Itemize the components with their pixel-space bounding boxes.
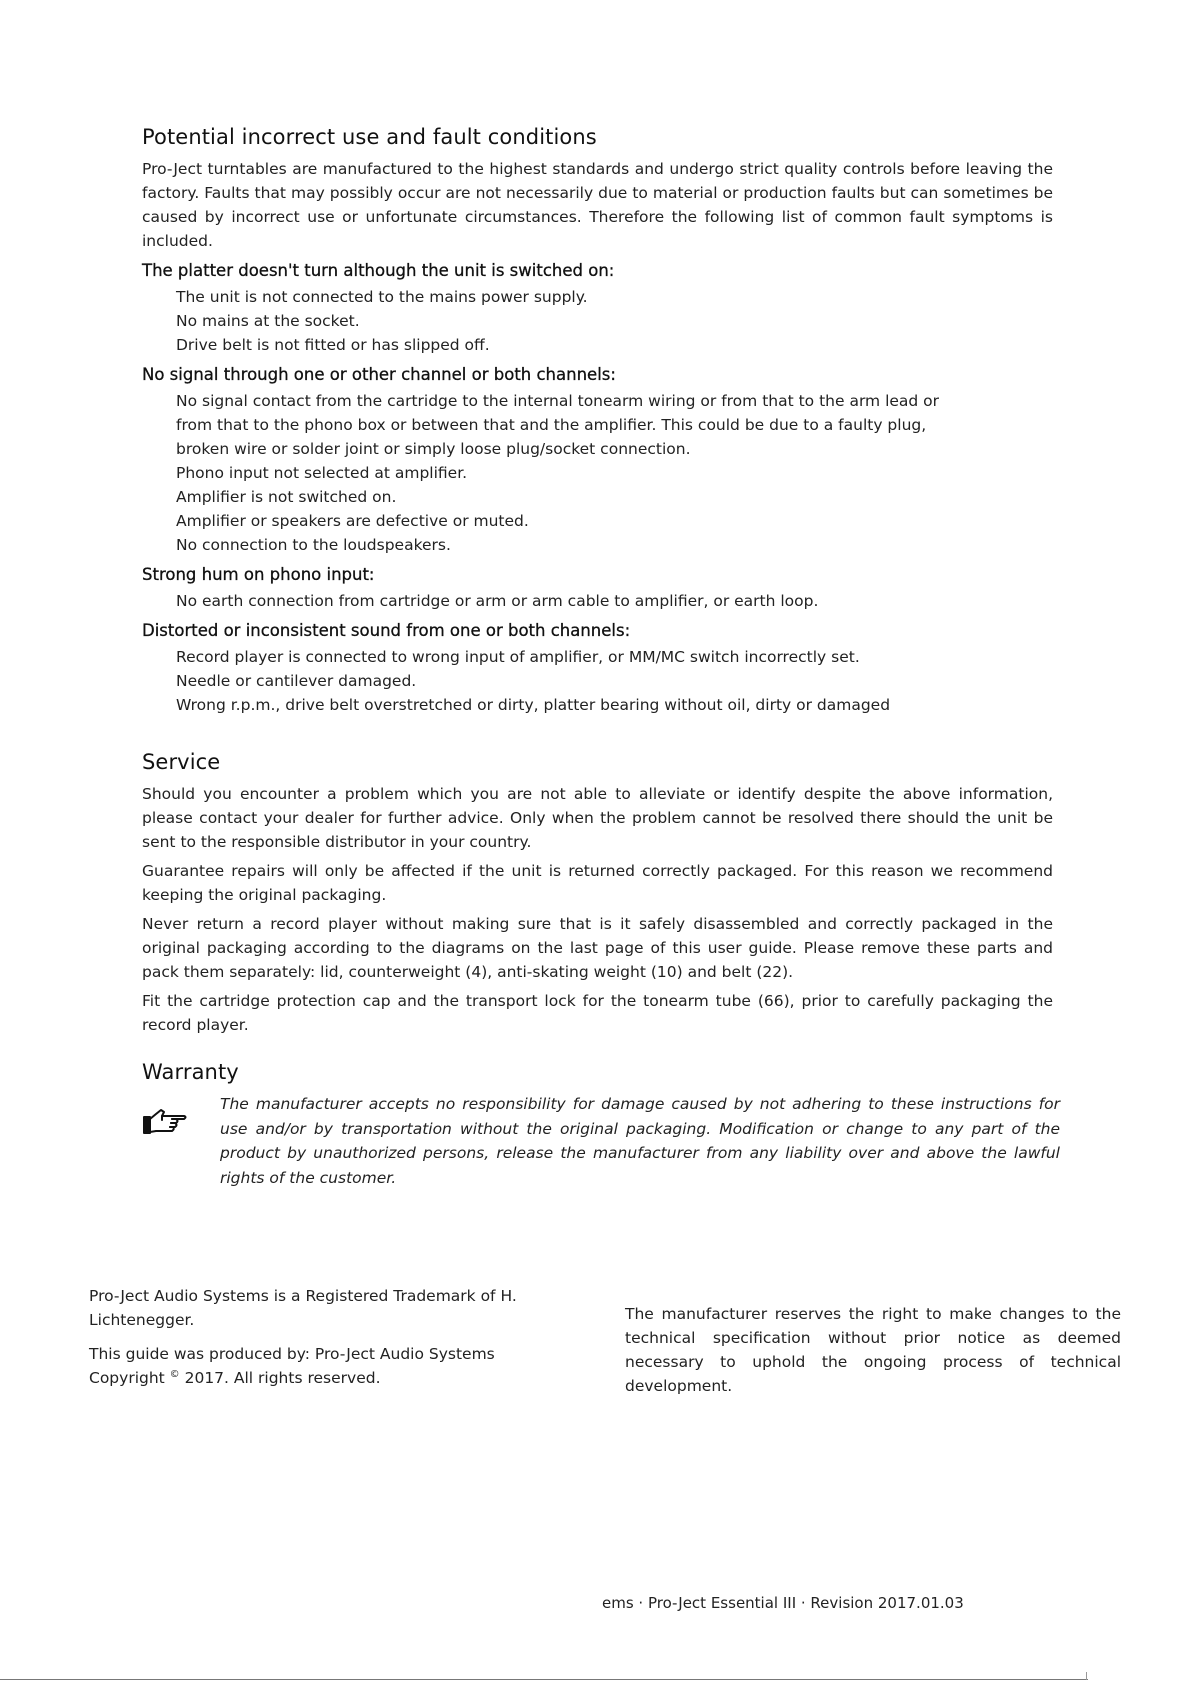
warranty-block: [142, 1092, 1060, 1190]
fault-line: Record player is connected to wrong input of amplifier, or MM/MC switch incorrectly set.: [176, 648, 860, 666]
fault-group-title: Strong hum on phono input:: [142, 565, 375, 584]
fault-line: No mains at the socket.: [176, 312, 360, 330]
main-content: [142, 125, 1060, 1190]
warranty-text: The manufacturer accepts no responsibility for damage caused by not adhering to these instructions for use and/or by transportation without the original packaging. Modification or change to any part of the product by unauthorized persons, release the manufacturer from any liability over and above the lawful rights of the customer.: [220, 1095, 1060, 1187]
fault-line: Drive belt is not fitted or has slipped off.: [176, 336, 490, 354]
fault-group-title: Distorted or inconsistent sound from one or both channels:: [142, 621, 631, 640]
copyright-rest: 2017. All rights reserved.: [179, 1369, 381, 1387]
service-paragraph: Guarantee repairs will only be affected if the unit is returned correctly packaged. For this reason we recommend keeping the original packaging.: [142, 862, 1053, 904]
copyright-prefix: Copyright: [89, 1369, 170, 1387]
fault-line: Needle or cantilever damaged.: [176, 672, 417, 690]
fault-line: Amplifier is not switched on.: [176, 488, 397, 506]
service-paragraph: Fit the cartridge protection cap and the transport lock for the tonearm tube (66), prior to carefully packaging the record player.: [142, 992, 1053, 1034]
service-paragraph: Never return a record player without making sure that is it safely disassembled and correctly packaged in the original packaging according to the diagrams on the last page of this user guide. Please remove these parts and pack them separately: lid, counterweight (4), anti-skating weight (10) and belt (22).: [142, 915, 1053, 981]
fault-group-title: The platter doesn't turn although the unit is switched on:: [142, 261, 615, 280]
fault-line: broken wire or solder joint or simply loose plug/socket connection.: [176, 440, 691, 458]
fault-group-lines: [176, 285, 1053, 357]
fault-group-lines: [176, 389, 1053, 557]
section-spacer: [142, 1042, 1053, 1060]
fault-line: Wrong r.p.m., drive belt overstretched or dirty, platter bearing without oil, dirty or damaged: [176, 696, 891, 714]
changes-notice: The manufacturer reserves the right to make changes to the technical specification without prior notice as deemed necessary to uphold the ongoing process of technical development.: [625, 1305, 1121, 1395]
bottom-tick: [1086, 1672, 1087, 1680]
fault-group-lines: [176, 589, 1053, 613]
fault-group-title: No signal through one or other channel or both channels:: [142, 365, 616, 384]
service-heading: Service: [142, 750, 221, 774]
fault-line: Amplifier or speakers are defective or muted.: [176, 512, 529, 530]
fault-line: The unit is not connected to the mains power supply.: [176, 288, 588, 306]
pointing-hand-icon: [142, 1108, 190, 1136]
fault-group-lines: [176, 645, 1053, 717]
fault-line: No earth connection from cartridge or arm or arm cable to amplifier, or earth loop.: [176, 592, 819, 610]
service-paragraph: Should you encounter a problem which you are not able to alleviate or identify despite the above information, please contact your dealer for further advice. Only when the problem cannot be resolved there should the unit be sent to the responsible distributor in your country.: [142, 785, 1053, 851]
fault-line: No connection to the loudspeakers.: [176, 536, 451, 554]
copyright-notice: [89, 1342, 529, 1390]
bottom-rule: [0, 1679, 1088, 1680]
fault-intro: Pro-Ject turntables are manufactured to the highest standards and undergo strict quality controls before leaving the factory. Faults that may possibly occur are not necessarily due to material or production faults but can sometimes be caused by incorrect use or unfortunate circumstances. Therefore the following list of common fault symptoms is included.: [142, 160, 1053, 250]
fault-line: from that to the phono box or between that and the amplifier. This could be due to a faulty plug,: [176, 416, 927, 434]
page-footer: ems · Pro-Ject Essential III · Revision 2017.01.03: [602, 1594, 964, 1612]
fault-line: No signal contact from the cartridge to the internal tonearm wiring or from that to the arm lead or: [176, 392, 940, 410]
legal-right: [625, 1302, 1121, 1403]
produced-by: This guide was produced by: Pro-Ject Audio Systems: [89, 1345, 495, 1363]
fault-heading: Potential incorrect use and fault conditions: [142, 125, 597, 149]
trademark-notice: Pro-Ject Audio Systems is a Registered Trademark of H. Lichtenegger.: [89, 1287, 517, 1329]
fault-line: Phono input not selected at amplifier.: [176, 464, 468, 482]
copyright-symbol: ©: [169, 1368, 180, 1380]
legal-left: [89, 1284, 529, 1400]
section-spacer: [142, 723, 1053, 750]
warranty-heading: Warranty: [142, 1060, 239, 1084]
